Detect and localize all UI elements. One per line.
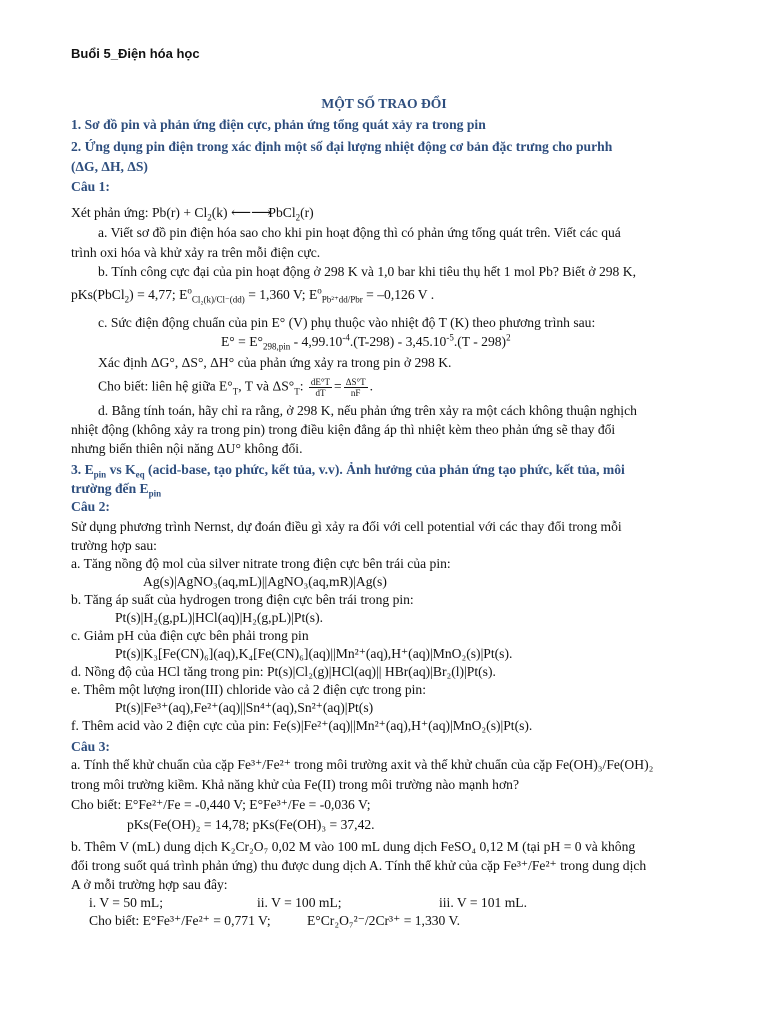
section-2-heading-cont: (ΔG, ΔH, ΔS) [71, 159, 148, 174]
equilibrium-arrow-icon: ⟵⟶ [231, 206, 272, 221]
q1-part-b-data: pKs(PbCl$_2$) = 4,77; $E^o_{Cl_2(k)/Cl^-(dd)} = 1,360$ V; $E^o_{Pb^{2+}dd/Pbr} = -0,126$ V . [71, 285, 435, 305]
q2-part-b: b. Tăng áp suất của hydrogen trong điện cực bên trái trong pin: [71, 592, 414, 607]
q3-part-a: a. Tính thế khử chuẩn của cặp Fe³⁺/Fe²⁺ trong môi trường axit và thế khử chuẩn của cặp Fe(OH)₃/Fe(OH)₂ [71, 757, 654, 772]
q2-part-d: d. Nồng độ của HCl tăng trong pin: Pt(s)|Cl₂(g)|HCl(aq)|| HBr(aq)|Br₂(l)|Pt(s). [71, 664, 496, 679]
q3-part-a-cont: trong môi trường kiềm. Khả năng khử của Fe(II) trong môi trường nào mạnh hơn? [71, 777, 519, 792]
q2-intro: Sử dụng phương trình Nernst, dự đoán điều gì xảy ra đối với cell potential với các thay đổi trong mỗi [71, 519, 622, 534]
q1-equation: $E^\circ = E^\circ_{298,pin} - 4,99.10^{-4}.(T-298) - 3,45.10^{-5}.(T - 298)^2$ [221, 332, 511, 352]
q1-part-c-given: Cho biết: liên hệ giữa $E^\circ_T$, T và $\Delta S^\circ_T$: $\frac{dE^\circ T}{dT}$ = $\frac{\Delta S^\circ T}{nF}$ . [98, 377, 373, 398]
question-3-label: Câu 3: [71, 739, 110, 754]
section-3-heading-cont: trường đến $E_{pin}$ [71, 481, 162, 499]
q2-part-c-cell: Pt(s)|K₃[Fe(CN)₆](aq),K₄[Fe(CN)₆](aq)||Mn²⁺(aq),H⁺(aq)|MnO₂(s)|Pt(s). [115, 646, 513, 661]
q1-reaction: Xét phản ứng: $Pb(r) + Cl_2(k)$ ⟵⟶ PbCl$_2$(r) [71, 205, 314, 223]
fraction-dS-nF: $\frac{\Delta S^\circ T}{nF}$ [345, 377, 366, 398]
q2-part-a: a. Tăng nồng độ mol của silver nitrate trong điện cực bên trái của pin: [71, 556, 451, 571]
q2-part-a-cell: Ag(s)|AgNO₃(aq,mL)||AgNO₃(aq,mR)|Ag(s) [143, 574, 387, 589]
q3-part-b: b. Thêm V (mL) dung dịch K₂Cr₂O₇ 0,02 M vào 100 mL dung dịch FeSO₄ 0,12 M (tại pH = 0 và không [71, 839, 636, 854]
q1-part-d-cont2: nhưng biến thiên nội năng ΔU° không đổi. [71, 441, 303, 456]
section-2-heading: 2. Ứng dụng pin điện trong xác định một số đại lượng nhiệt động cơ bản đặc trưng cho purhh [71, 139, 613, 154]
q1-part-a-cont: trình oxi hóa và khử xảy ra trên mỗi điện cực. [71, 245, 321, 260]
page-header: Buổi 5_Điện hóa học [71, 46, 200, 61]
q1-part-b: b. Tính công cực đại của pin hoạt động ở 298 K và 1,0 bar khi tiêu thụ hết 1 mol Pb? Biết ở 298 K, [98, 264, 636, 279]
fraction-dE-dT: $\frac{dE^\circ T}{dT}$ [310, 377, 331, 398]
case-iii: iii. V = 101 mL. [439, 895, 527, 910]
q3-part-b-cases [71, 894, 719, 912]
q2-intro-cont: trường hợp sau: [71, 538, 157, 553]
q1-part-a: a. Viết sơ đồ pin điện hóa sao cho khi pin hoạt động thì có phản ứng tổng quát trên. Viết các quá [98, 225, 621, 240]
case-ii: ii. V = 100 mL; [257, 895, 342, 910]
q2-part-e: e. Thêm một lượng iron(III) chloride vào cả 2 điện cực trong pin: [71, 682, 426, 697]
q1-part-c: c. Sức điện động chuẩn của pin E° (V) phụ thuộc vào nhiệt độ T (K) theo phương trình sau: [98, 315, 596, 330]
section-3-heading: 3. $E_{pin}$ vs $K_{eq}$ (acid-base, tạo phức, kết tủa, v.v). Ảnh hưởng của phản ứng tạo phức, kết tủa, môi [71, 462, 625, 480]
q3-part-b-cont2: A ở mỗi trường hợp sau đây: [71, 877, 228, 892]
question-1-label: Câu 1: [71, 179, 110, 194]
question-2-label: Câu 2: [71, 499, 110, 514]
q3-part-b-given: Cho biết: E°Fe³⁺/Fe²⁺ = 0,771 V; E°Cr₂O₇²⁻/2Cr³⁺ = 1,330 V. [89, 913, 460, 928]
document-title: MỘT SỐ TRAO ĐỔI [321, 96, 447, 111]
q3-part-b-cont1: đổi trong suốt quá trình phản ứng) thu được dung dịch A. Tính thế khử của cặp Fe³⁺/Fe²⁺ trong dung dịch [71, 858, 647, 873]
q2-part-b-cell: Pt(s)|H₂(g,pL)|HCl(aq)|H₂(g,pL)|Pt(s). [115, 610, 324, 625]
q1-part-d-cont1: nhiệt động (không xảy ra trong pin) trong điều kiện đẳng áp thì nhiệt kèm theo phản ứng sẽ thay đổi [71, 422, 616, 437]
q1-part-d: d. Bằng tính toán, hãy chỉ ra rằng, ở 298 K, nếu phản ứng trên xảy ra một cách không thuận nghịch [98, 403, 637, 418]
q3-part-a-pks: pKs(Fe(OH)₂ = 14,78; pKs(Fe(OH)₃ = 37,42. [127, 817, 375, 832]
q1-part-c-determine: Xác định ΔG°, ΔS°, ΔH° của phản ứng xảy ra trong pin ở 298 K. [98, 355, 452, 370]
q2-part-f: f. Thêm acid vào 2 điện cực của pin: Fe(s)|Fe²⁺(aq)||Mn²⁺(aq),H⁺(aq)|MnO₂(s)|Pt(s). [71, 718, 533, 733]
q2-part-c: c. Giảm pH của điện cực bên phải trong pin [71, 628, 309, 643]
section-1-heading: 1. Sơ đồ pin và phản ứng điện cực, phản ứng tổng quát xảy ra trong pin [71, 117, 486, 132]
q2-part-e-cell: Pt(s)|Fe³⁺(aq),Fe²⁺(aq)||Sn⁴⁺(aq),Sn²⁺(aq)|Pt(s) [115, 700, 374, 715]
q3-part-a-given: Cho biết: E°Fe²⁺/Fe = -0,440 V; E°Fe³⁺/Fe = -0,036 V; [71, 797, 371, 812]
case-i: i. V = 50 mL; [89, 895, 164, 910]
